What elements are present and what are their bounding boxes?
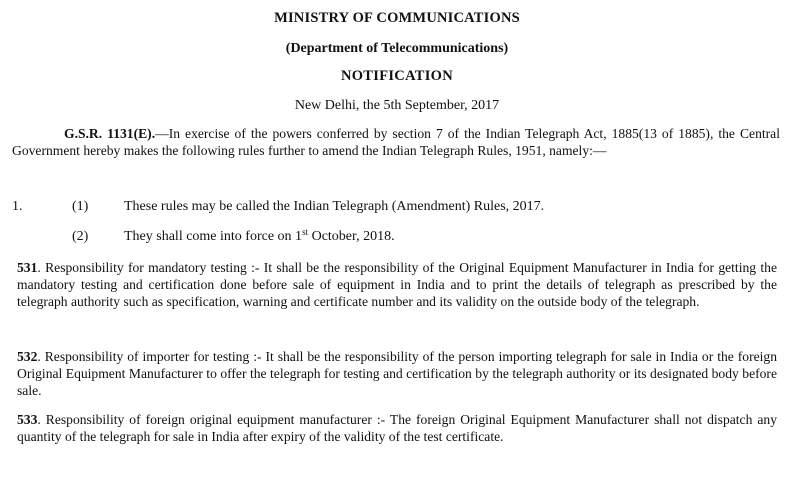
section-533 <box>17 411 777 445</box>
section-531-text: . Responsibility for mandatory testing :- It shall be the responsibility of the Original Equipment Manufacturer in India for getting the mandatory testing and certification done before sale of equipment in India and to print the details of telegraph as prescribed by the telegraph authority such as specification, warning and certificate number and its validity on the outside body of the telegraph. <box>17 260 777 309</box>
preamble-paragraph <box>12 125 780 159</box>
place-date-line: New Delhi, the 5th September, 2017 <box>294 98 500 113</box>
preamble-text: —In exercise of the powers conferred by section 7 of the Indian Telegraph Act, 1885(13 of 1885), the Central Government hereby makes the following rules further to amend the Indian Telegraph Rules, 1951, namely:— <box>12 126 780 158</box>
notification-title: NOTIFICATION <box>340 68 454 84</box>
department-heading: (Department of Telecommunications) <box>285 41 509 56</box>
subrule-1-label: (1) <box>72 199 89 214</box>
subrule-1-text: These rules may be called the Indian Telegraph (Amendment) Rules, 2017. <box>124 199 545 214</box>
ministry-heading: MINISTRY OF COMMUNICATIONS <box>274 10 520 26</box>
rule-number: 1. <box>12 199 23 214</box>
gsr-number: G.S.R. 1131(E). <box>64 126 156 141</box>
section-532-number: 532 <box>17 349 38 364</box>
subrule-2-text <box>124 228 395 245</box>
section-531-number: 531 <box>17 260 38 275</box>
subrule-2-label: (2) <box>72 229 89 244</box>
subrule-2-text-before: They shall come into force on 1 <box>124 229 303 244</box>
ordinal-superscript: st <box>302 227 309 237</box>
section-533-text: . Responsibility of foreign original equipment manufacturer :- The foreign Original Equipment Manufacturer shall not dispatch any quantity of the telegraph for sale in India after expiry of the validity of the test certificate. <box>17 412 777 444</box>
section-531 <box>17 259 777 310</box>
subrule-2-text-after: October, 2018. <box>308 229 395 244</box>
section-532 <box>17 348 777 399</box>
section-533-number: 533 <box>17 412 38 427</box>
section-532-text: . Responsibility of importer for testing :- It shall be the responsibility of the person importing telegraph for sale in India or the foreign Original Equipment Manufacturer to offer the telegraph for testing and certification by the telegraph authority or its designated body before sale. <box>17 349 777 398</box>
